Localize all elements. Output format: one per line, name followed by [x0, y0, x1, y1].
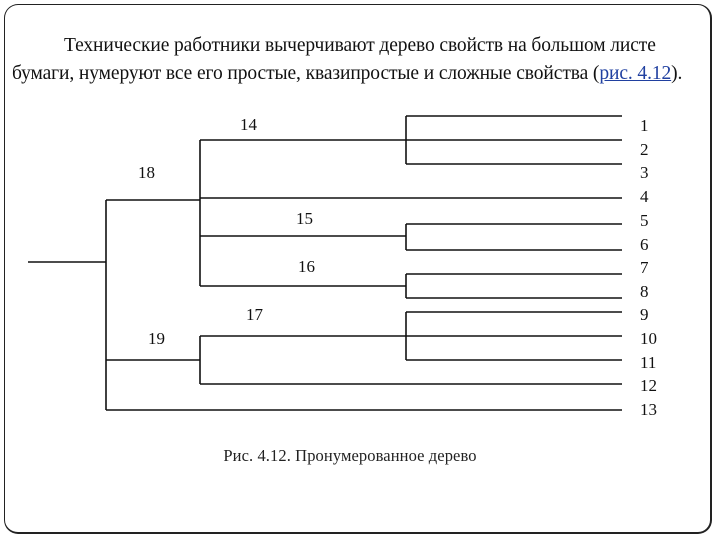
leaf-label: 5: [640, 211, 649, 230]
figure-caption: Рис. 4.12. Пронумерованное дерево: [223, 446, 477, 465]
node-labels: [138, 115, 315, 348]
leaf-label: 10: [640, 329, 657, 348]
node-label-18: 18: [138, 163, 155, 182]
leaf-label: 12: [640, 376, 657, 395]
leaf-label: 6: [640, 235, 649, 254]
paragraph-text: Технические работники вычерчивают дерево свойств на большом листе бумаги, нумеруют все его простые, квазипростые и сложные свойства (: [12, 35, 656, 84]
leaf-label: 13: [640, 400, 657, 419]
tree-lines: [28, 116, 622, 410]
leaf-label: 8: [640, 282, 649, 301]
leaf-label: 4: [640, 187, 649, 206]
node-label-16: 16: [298, 257, 315, 276]
leaf-label: 9: [640, 305, 649, 324]
leaf-label: 3: [640, 163, 649, 182]
leaf-label: 1: [640, 116, 649, 135]
leaf-label: 11: [640, 353, 657, 372]
leaf-label: 7: [640, 258, 649, 277]
figure-link[interactable]: рис. 4.12: [599, 63, 672, 84]
node-label-17: 17: [246, 305, 263, 324]
node-label-14: 14: [240, 115, 257, 134]
leaf-labels: [640, 116, 657, 419]
paragraph-text-end: ).: [671, 63, 683, 84]
node-label-19: 19: [148, 329, 165, 348]
leaf-label: 2: [640, 140, 649, 159]
node-label-15: 15: [296, 209, 313, 228]
